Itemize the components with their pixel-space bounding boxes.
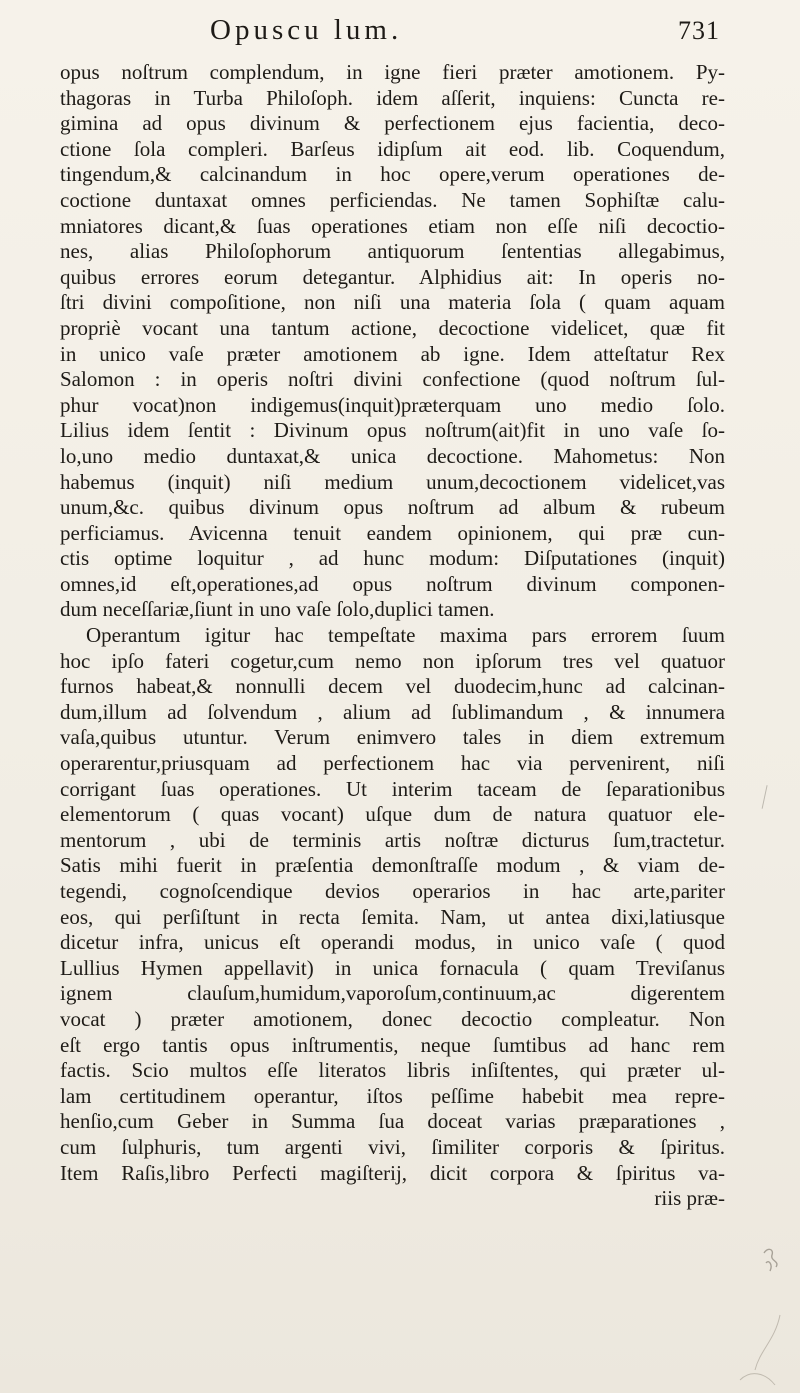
- text-line: vaſa,quibus utuntur. Verum enimvero tales in diem extremum: [60, 725, 725, 750]
- text-line: omnes,id eſt,operationes,ad opus noſtrum divinum componen-: [60, 571, 725, 596]
- text-line: lo,uno medio duntaxat,& unica decoctione. Mahometus: Non: [60, 443, 725, 468]
- margin-mark: [762, 785, 778, 811]
- text-line: tegendi, cognoſcendique devios operarios in hac arte,pariter: [60, 879, 725, 903]
- text-line: opus noſtrum complendum, in igne fieri præter amotionem. Py-: [60, 60, 725, 84]
- text-line: cum ſulphuris, tum argenti vivi, ſimiliter corporis & ſpiritus.: [60, 1134, 725, 1159]
- text-line: dum,illum ad ſolvendum , alium ad ſublimandum , & innumera: [60, 699, 725, 724]
- text-line: quibus errores eorum detegantur. Alphidius ait: In operis no-: [60, 264, 725, 289]
- text-line: mentorum , ubi de terminis artis noſtræ dicturus ſum,tractetur.: [60, 827, 725, 852]
- text-line: ſtri divini compoſitione, non niſi una materia ſola ( quam aquam: [60, 290, 725, 315]
- text-line: thagoras in Turba Philoſoph. idem aſſerit, inquiens: Cuncta re-: [60, 85, 725, 110]
- text-line: eſt ergo tantis opus inſtrumentis, neque ſumtibus ad hanc rem: [60, 1032, 725, 1057]
- text-line: ctione ſola compleri. Barſeus idipſum ait eod. lib. Coquendum,: [60, 136, 725, 161]
- margin-smudge-icon: [760, 1245, 786, 1275]
- text-line: gimina ad opus divinum & perfectionem ejus facientia, deco-: [60, 111, 725, 136]
- text-line: hoc ipſo fateri cogetur,cum nemo non ipſorum tres vel quatuor: [60, 648, 725, 673]
- text-line: habemus (inquit) niſi medium unum,decoctionem videlicet,vas: [60, 469, 725, 494]
- text-line: henſio,cum Geber in Summa ſua doceat varias præparationes ,: [60, 1109, 725, 1134]
- text-line: factis. Scio multos eſſe literatos libris inſiſtentes, qui præter ul-: [60, 1058, 725, 1083]
- text-line: mniatores dicant,& ſuas operationes etiam non eſſe niſi decoctio-: [60, 213, 725, 238]
- text-line: Lullius Hymen appellavit) in unica fornacula ( quam Treviſanus: [60, 955, 725, 980]
- text-line: propriè vocant una tantum actione, decoctione videlicet, quæ fit: [60, 315, 725, 340]
- page-header: [60, 14, 720, 54]
- text-line: dicetur infra, unicus eſt operandi modus, in unico vaſe ( quod: [60, 930, 725, 955]
- text-line: phur vocat)non indigemus(inquit)præterquam uno medio ſolo.: [60, 392, 725, 417]
- body-text: [60, 60, 725, 1212]
- text-line: furnos habeat,& nonnulli decem vel duodecim,hunc ad calcinan-: [60, 674, 725, 699]
- text-line: coctione duntaxat omnes perficiendas. Ne tamen Sophiſtæ calu-: [60, 187, 725, 212]
- text-line: Lilius idem ſentit : Divinum opus noſtrum(ait)fit in uno vaſe ſo-: [60, 418, 725, 443]
- text-line: elementorum ( quas vocant) uſque dum de natura quatuor ele-: [60, 802, 725, 827]
- text-line: unum,&c. quibus divinum opus noſtrum ad album & rubeum: [60, 495, 725, 520]
- text-line: tingendum,& calcinandum in hoc opere,verum operationes de-: [60, 162, 725, 187]
- text-line: Item Raſis,libro Perfecti magiſterij, dicit corpora & ſpiritus va-: [60, 1160, 725, 1185]
- text-line: Operantum igitur hac tempeſtate maxima pars errorem ſuum: [86, 623, 725, 648]
- text-line: corrigant ſuas operationes. Ut interim taceam de ſeparationibus: [60, 776, 725, 801]
- running-title: Opuscu lum.: [210, 14, 403, 46]
- text-line: dum neceſſariæ,ſiunt in uno vaſe ſolo,duplici tamen.: [60, 597, 495, 622]
- text-line: in unico vaſe præter amotionem ab igne. Idem atteſtatur Rex: [60, 341, 725, 366]
- text-line: lam certitudinem operantur, iſtos peſſime habebit mea repre-: [60, 1083, 725, 1108]
- text-line: Salomon : in operis noſtri divini confectione (quod noſtrum ſul-: [60, 367, 725, 392]
- catchword: riis præ-: [654, 1186, 725, 1211]
- text-line: ignem clauſum,humidum,vaporoſum,continuum,ac digerentem: [60, 981, 725, 1006]
- margin-scribble-icon: [720, 1310, 790, 1390]
- text-line: operarentur,priusquam ad perfectionem hac via pervenirent, niſi: [60, 751, 725, 776]
- text-line: perficiamus. Avicenna tenuit eandem opinionem, qui præ cun-: [60, 520, 725, 545]
- text-line: eos, qui perſiſtunt in recta ſemita. Nam, ut antea dixi,latiusque: [60, 904, 725, 929]
- text-line: ctis optime loquitur , ad hunc modum: Diſputationes (inquit): [60, 546, 725, 571]
- text-line: vocat ) præter amotionem, donec decoctio compleatur. Non: [60, 1006, 725, 1031]
- text-line: Satis mihi fuerit in præſentia demonſtraſſe modum , & viam de-: [60, 853, 725, 878]
- text-line: nes, alias Philoſophorum antiquorum ſententias allegabimus,: [60, 239, 725, 264]
- page-number: 731: [678, 16, 720, 45]
